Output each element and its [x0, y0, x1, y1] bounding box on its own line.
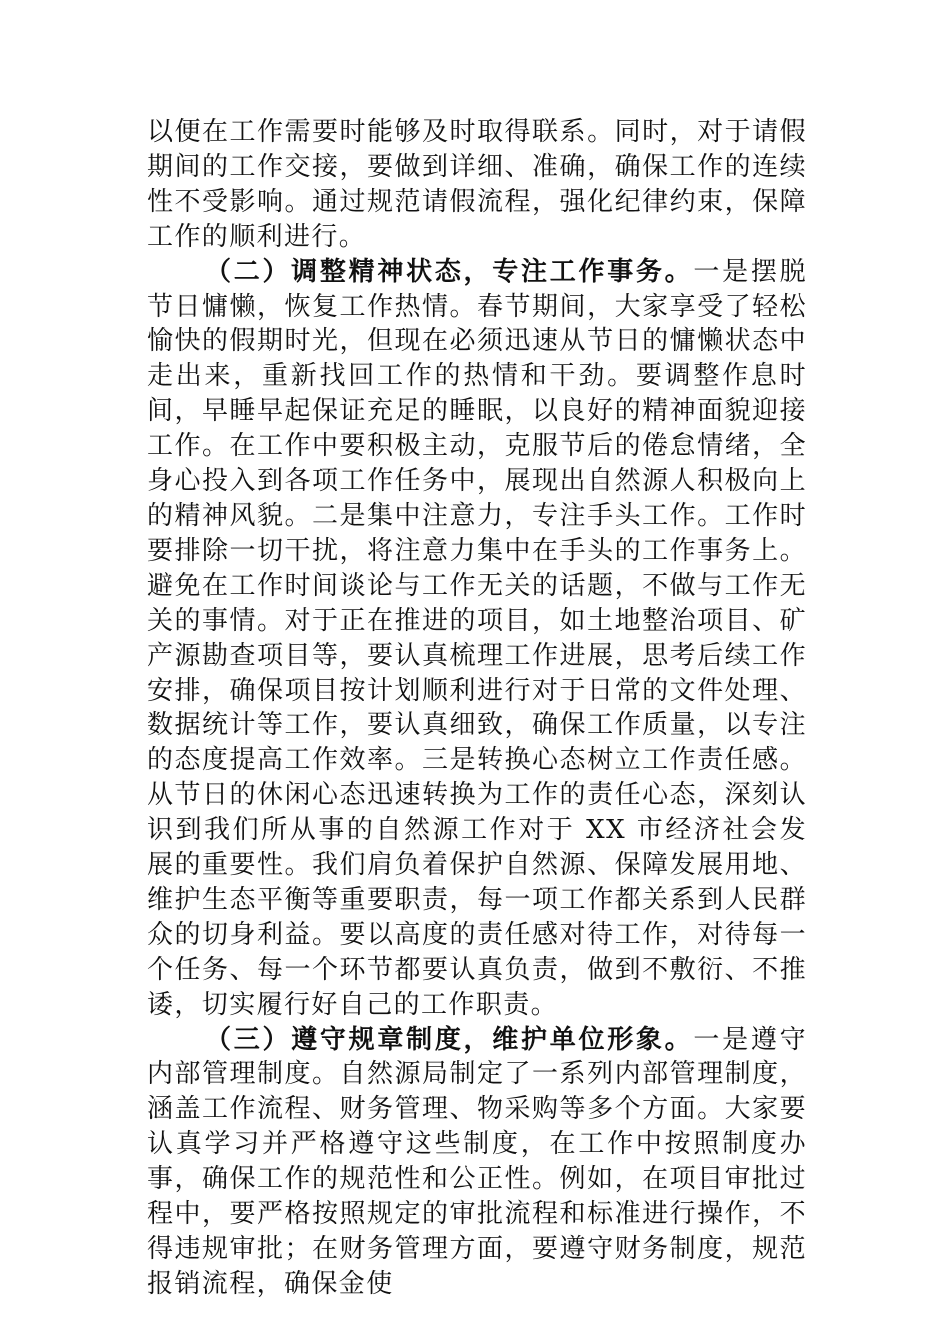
- paragraph-text: 一是摆脱节日慵懒，恢复工作热情。春节期间，大家享受了轻松愉快的假期时光，但现在必须迅速从节日的慵懒状态中走出来，重新找回工作的热情和干劲。要调整作息时间，早睡早起保证充足的睡眠，以良好的精神面貌迎接工作。在工作中要积极主动，克服节后的倦怠情绪，全身心投入到各项工作任务中，展现出自然源人积极向上的精神风貌。二是集中注意力，专注手头工作。工作时要排除一切干扰，将注意力集中在手头的工作事务上。避免在工作时间谈论与工作无关的话题，不做与工作无关的事情。对于正在推进的项目，如土地整治项目、矿产源勘查项目等，要认真梳理工作进展，思考后续工作安排，确保项目按计划顺利进行对于日常的文件处理、数据统计等工作，要认真细致，确保工作质量，以专注的态度提高工作效率。三是转换心态树立工作责任感。从节日的休闲心态迅速转换为工作的责任心态，深刻认识到我们所从事的自然源工作对于 XX 市经济社会发展的重要性。我们肩负着保护自然源、保障发展用地、维护生态平衡等重要职责，每一项工作都关系到人民群众的切身利益。要以高度的责任感对待工作，对待每一个任务、每一个环节都要认真负责，做到不敷衍、不推诿，切实履行好自己的工作职责。: [147, 256, 807, 1020]
- section-heading: （二）调整精神状态，专注工作事务。: [205, 256, 694, 287]
- paragraph-text: 以便在工作需要时能够及时取得联系。同时，对于请假期间的工作交接，要做到详细、准确，确保工作的连续性不受影响。通过规范请假流程，强化纪律约束，保障工作的顺利进行。: [147, 117, 807, 252]
- paragraph-text: 一是遵守内部管理制度。自然源局制定了一系列内部管理制度，涵盖工作流程、财务管理、物采购等多个方面。大家要认真学习并严格遵守这些制度，在工作中按照制度办事，确保工作的规范性和公正性。例如，在项目审批过程中，要严格按照规定的审批流程和标准进行操作，不得违规审批；在财务管理方面，要遵守财务制度，规范报销流程，确保金使: [147, 1024, 807, 1299]
- paragraph-section-2: [147, 255, 807, 1023]
- paragraph-section-3: [147, 1023, 807, 1302]
- document-body: [147, 115, 807, 1302]
- paragraph-continuation: [147, 115, 807, 255]
- section-heading: （三）遵守规章制度，维护单位形象。: [205, 1024, 694, 1055]
